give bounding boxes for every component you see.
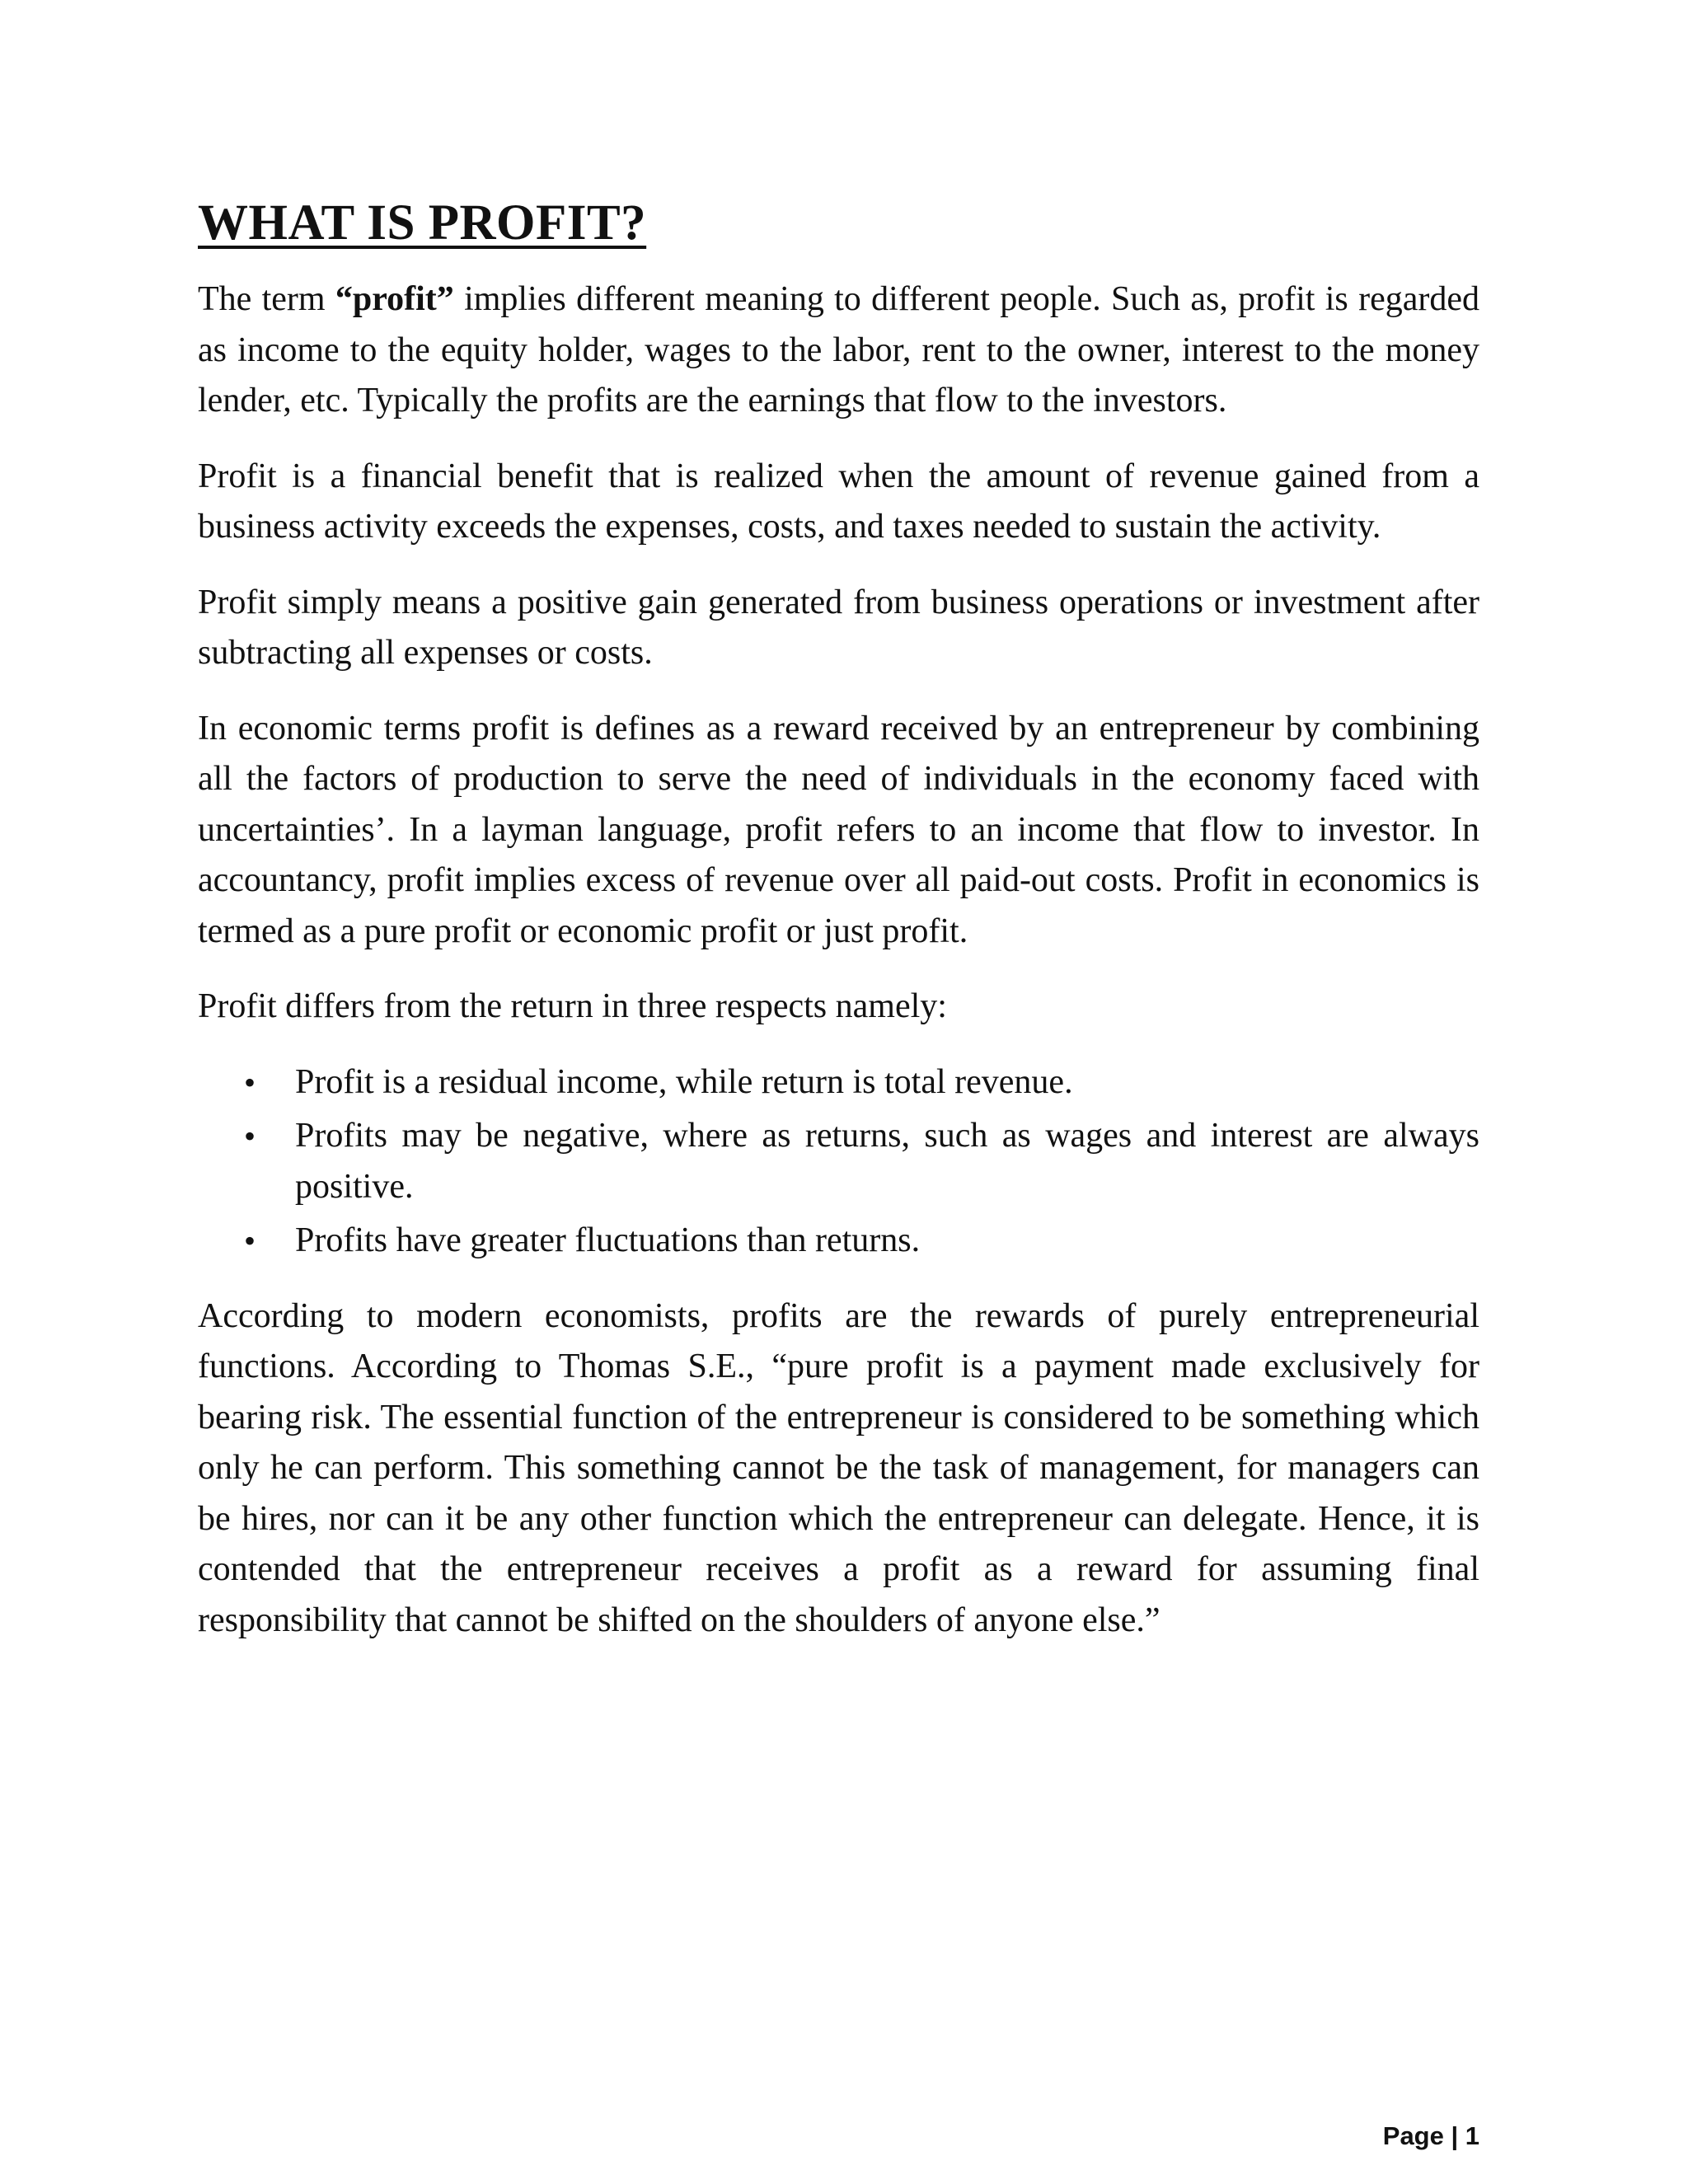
paragraph-definition [198,274,1479,427]
paragraph-lead: The term [198,280,335,318]
list-item-text: Profits may be negative, where as returns, such as wages and interest are always positive. [295,1117,1479,1206]
list-item [198,1057,1479,1108]
paragraph-modern-economists: According to modern economists, profits are the rewards of purely entrepreneurial functions. According to Thomas S.E., “pure profit is a payment made exclusively for bearing risk. The essential function of the entrepreneur is considered to be something which only he can perform. This something cannot be the task of management, for managers can be hires, nor can it be any other function which the entrepreneur can delegate. Hence, it is contended that the entrepreneur receives a profit as a reward for assuming final responsibility that cannot be shifted on the shoulders of anyone else.” [198,1296,1479,1639]
bullet-icon: • [244,1063,256,1101]
list-item [198,1216,1479,1267]
bullet-icon: • [244,1118,256,1155]
paragraph-economic-terms: In economic terms profit is defines as a reward received by an entrepreneur by combining all the factors of production to serve the need of individuals in the economy faced with uncertainties’. In a layman language, profit refers to an income that flow to investor. In accountancy, profit implies excess of revenue over all paid-out costs. Profit in economics is termed as a pure profit or economic profit or just profit. [198,709,1479,950]
list-item [198,1111,1479,1212]
page-number: Page | 1 [1382,2121,1479,2150]
paragraph-differs: Profit differs from the return in three respects namely: [198,987,947,1025]
list-item-text: Profit is a residual income, while return is total revenue. [295,1062,1073,1101]
paragraph-positive-gain: Profit simply means a positive gain generated from business operations or investment after subtracting all expenses or costs. [198,583,1479,672]
paragraph-rest: implies different meaning to different people. Such as, profit is regarded as income to the equity holder, wages to the labor, rent to the owner, interest to the money lender, etc. Typically the profits are the earnings that flow to the investors. [198,280,1479,419]
differences-list [198,1057,1479,1267]
paragraph-financial-benefit: Profit is a financial benefit that is realized when the amount of revenue gained from a business activity exceeds the expenses, costs, and taxes needed to sustain the activity. [198,457,1479,546]
page-title: WHAT IS PROFIT? [198,195,647,251]
bullet-icon: • [244,1222,256,1259]
document-page [198,194,1479,1671]
list-item-text: Profits have greater fluctuations than returns. [295,1221,921,1259]
term-profit: “profit” [335,280,454,318]
